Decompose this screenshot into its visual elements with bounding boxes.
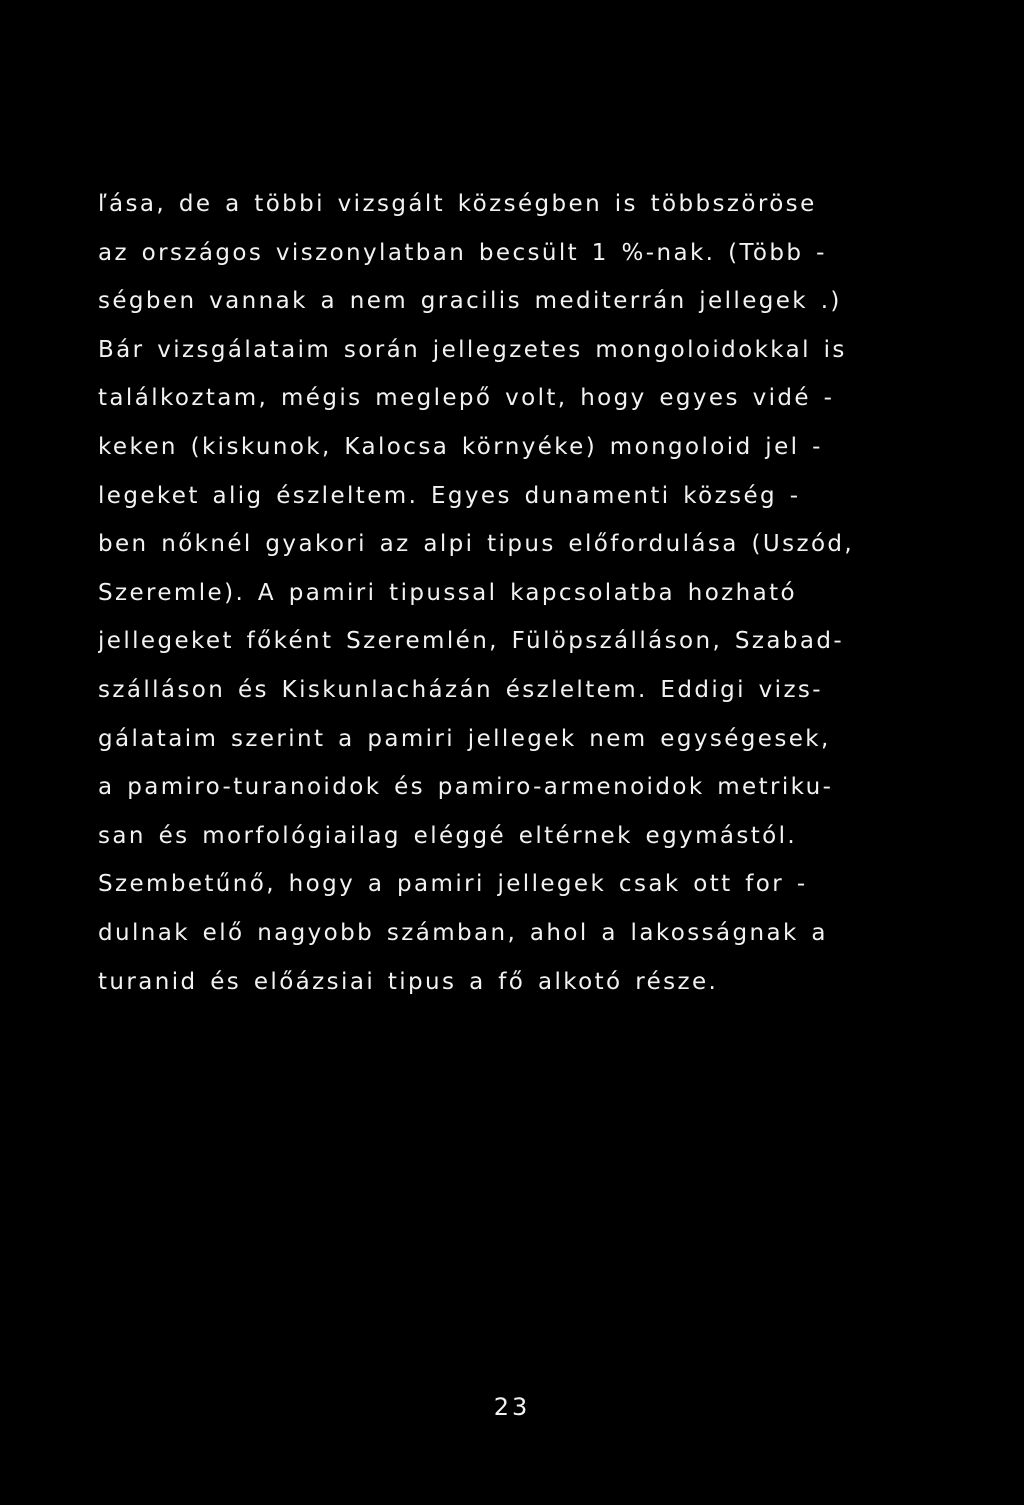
text-line: Szeremle). A pamiri tipussal kapcsolatba hozható <box>98 579 798 606</box>
text-line: gálataim szerint a pamiri jellegek nem egységesek, <box>98 725 831 752</box>
text-line: san és morfológiailag eléggé eltérnek egymástól. <box>98 822 798 849</box>
body-text <box>98 180 938 1006</box>
text-line: Szembetűnő, hogy a pamiri jellegek csak ott for - <box>98 871 808 898</box>
text-line: keken (kiskunok, Kalocsa környéke) mongoloid jel - <box>98 433 823 460</box>
text-line: ségben vannak a nem gracilis mediterrán jellegek .) <box>98 288 842 315</box>
text-line: jellegeket főként Szeremlén, Fülöpszálláson, Szabad- <box>98 628 845 655</box>
text-line: találkoztam, mégis meglepő volt, hogy egyes vidé - <box>98 385 835 412</box>
text-line: az országos viszonylatban becsült 1 %-nak. (Több - <box>98 239 827 266</box>
page-number: 23 <box>493 1393 531 1421</box>
text-line: szálláson és Kiskunlacházán észleltem. Eddigi vizs- <box>98 676 824 703</box>
text-line: dulnak elő nagyobb számban, ahol a lakosságnak a <box>98 919 828 946</box>
text-line: a pamiro-turanoidok és pamiro-armenoidok metriku- <box>98 774 834 801</box>
text-line: ľása, de a többi vizsgált községben is többszöröse <box>98 191 817 217</box>
text-line: turanid és előázsiai tipus a fő alkotó része. <box>98 968 719 995</box>
text-line: legeket alig észleltem. Egyes dunamenti község - <box>98 482 801 509</box>
text-line: ben nőknél gyakori az alpi tipus előfordulása (Uszód, <box>98 531 855 558</box>
text-line: Bár vizsgálataim során jellegzetes mongoloidokkal is <box>98 336 847 363</box>
